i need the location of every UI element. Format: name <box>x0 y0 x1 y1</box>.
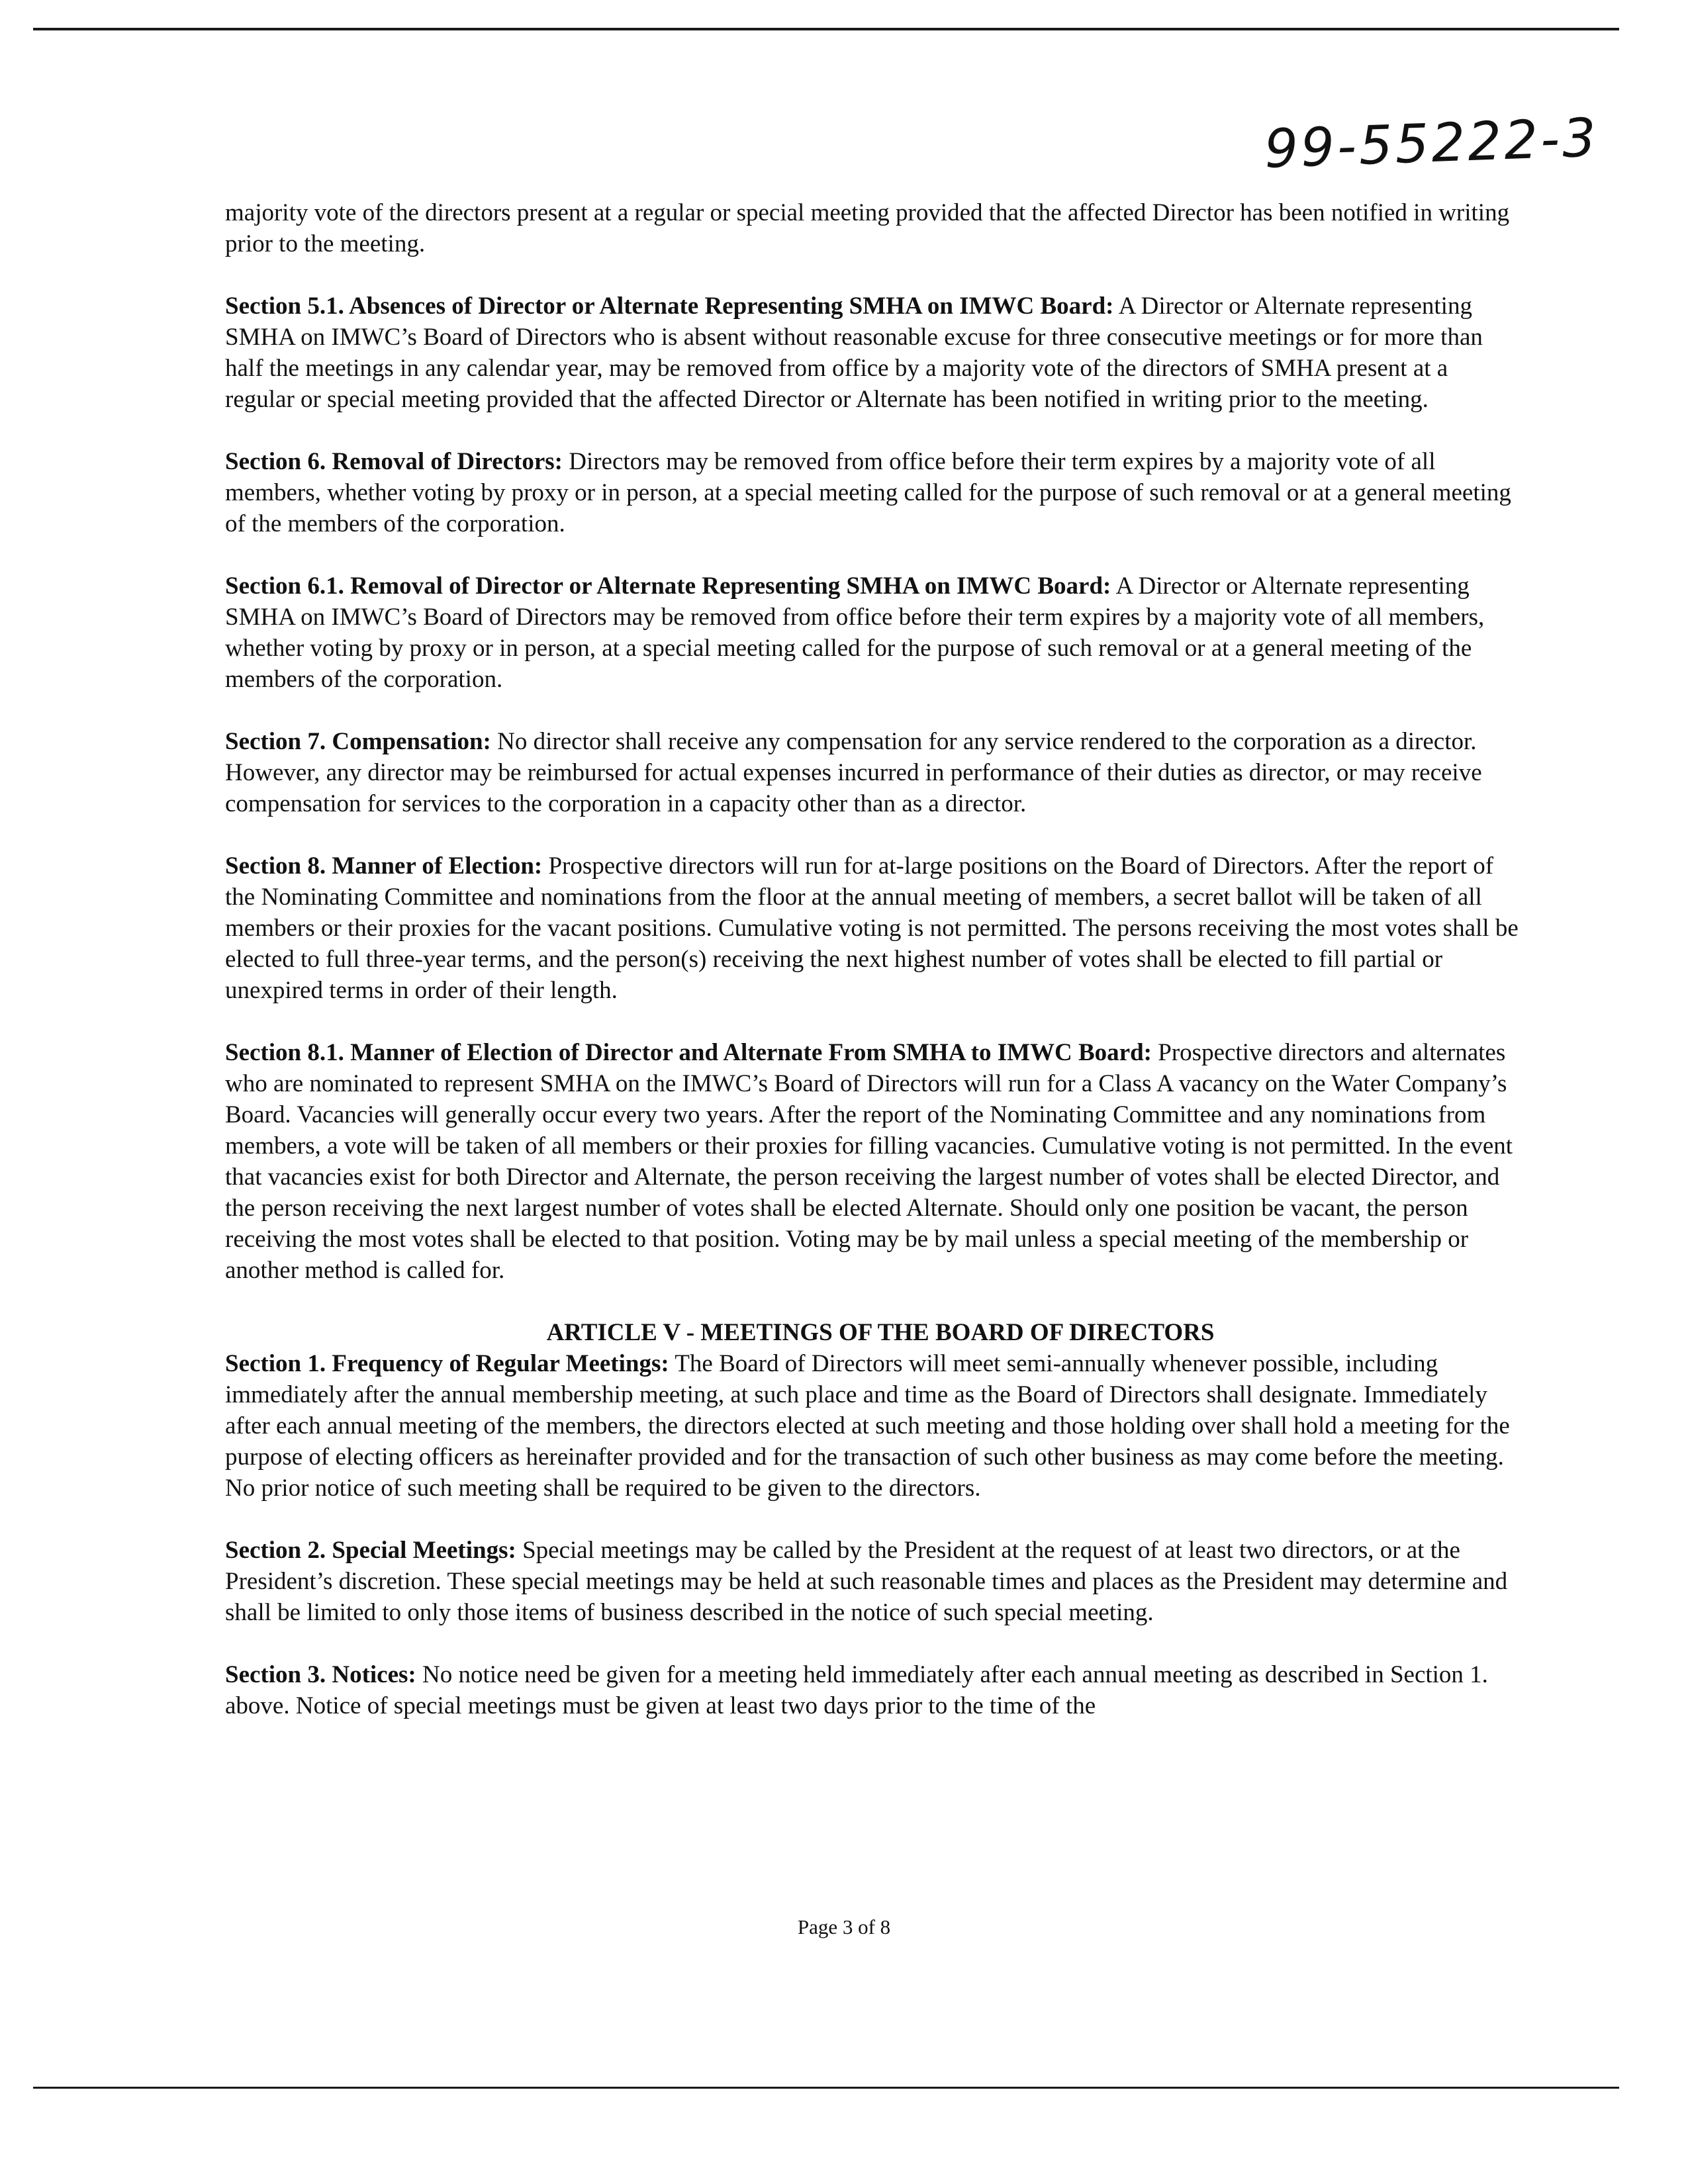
section-paragraph <box>225 1348 1523 1504</box>
section-paragraph <box>225 291 1523 415</box>
section-heading: Section 3. Notices: <box>225 1661 416 1688</box>
section-heading: Section 8. Manner of Election: <box>225 852 543 880</box>
sections-before-article <box>225 197 1523 1286</box>
sections-after-article <box>225 1348 1523 1721</box>
section-paragraph <box>225 1659 1523 1721</box>
section-paragraph <box>225 446 1523 539</box>
section-paragraph <box>225 570 1523 695</box>
section-paragraph <box>225 1535 1523 1628</box>
section-heading: Section 6. Removal of Directors: <box>225 448 563 475</box>
document-body <box>225 197 1523 1752</box>
page-number-footer: Page 3 of 8 <box>797 1915 891 1938</box>
section-text: No notice need be given for a meeting held immediately after each annual meeting as described in Section 1. above. Notice of special meetings must be given at least two days prior to the time of the <box>225 1661 1488 1719</box>
section-text: No director shall receive any compensation for any service rendered to the corporation as a director. However, any director may be reimbursed for actual expenses incurred in performance of their duties as director, or may receive compensation for services to the corporation in a capacity other than as a director. <box>225 728 1482 817</box>
section-heading: Section 7. Compensation: <box>225 728 491 755</box>
handwritten-document-number: 99-55222-3 <box>1263 107 1600 180</box>
section-paragraph <box>225 850 1523 1006</box>
section-text: Prospective directors and alternates who are nominated to represent SMHA on the IMWC’s Board of Directors will run for a Class A vacancy on the Water Company’s Board. Vacancies will generally occur every two years. After the report of the Nominating Committee and any nominations from members, a vote will be taken of all members or their proxies for filling vacancies. Cumulative voting is not permitted. In the event that vacancies exist for both Director and Alternate, the person receiving the largest number of votes shall be elected Director, and the person receiving the next largest number of votes shall be elected Alternate. Should only one position be vacant, the person receiving the most votes shall be elected to that position. Voting may be by mail unless a special meeting of the membership or another method is called for. <box>225 1039 1513 1284</box>
top-rule <box>33 28 1619 30</box>
section-heading: Section 1. Frequency of Regular Meetings: <box>225 1350 669 1377</box>
section-text: Prospective directors will run for at-large positions on the Board of Directors. After the report of the Nominating Committee and nominations from the floor at the annual meeting of members, a secret ballot will be taken of all members or their proxies for the vacant positions. Cumulative voting is not permitted. The persons receiving the most votes shall be elected to full three-year terms, and the person(s) receiving the next highest number of votes shall be elected to fill partial or unexpired terms in order of their length. <box>225 852 1519 1004</box>
section-heading: Section 6.1. Removal of Director or Alternate Representing SMHA on IMWC Board: <box>225 572 1111 600</box>
section-text: Special meetings may be called by the President at the request of at least two directors, or at the President’s discretion. These special meetings may be held at such reasonable times and places as the President may determine and shall be limited to only those items of business described in the notice of such special meeting. <box>225 1537 1508 1626</box>
section-heading: Section 8.1. Manner of Election of Director and Alternate From SMHA to IMWC Board: <box>225 1039 1152 1066</box>
section-text: Directors may be removed from office before their term expires by a majority vote of all members, whether voting by proxy or in person, at a special meeting called for the purpose of such removal or at a general meeting of the members of the corporation. <box>225 448 1511 537</box>
section-text: majority vote of the directors present at a regular or special meeting provided that the affected Director has been notified in writing prior to the meeting. <box>225 199 1510 257</box>
section-heading: Section 2. Special Meetings: <box>225 1537 516 1564</box>
section-paragraph <box>225 726 1523 819</box>
bottom-rule <box>33 2087 1619 2089</box>
section-text: The Board of Directors will meet semi-annually whenever possible, including immediately after the annual membership meeting, at such place and time as the Board of Directors shall designate. Immediately after each annual meeting of the members, the directors elected at such meeting and those holding over shall hold a meeting for the purpose of electing officers as hereinafter provided and for the transaction of such other business as may come before the meeting. No prior notice of such meeting shall be required to be given to the directors. <box>225 1350 1510 1502</box>
section-heading: Section 5.1. Absences of Director or Alternate Representing SMHA on IMWC Board: <box>225 293 1114 320</box>
section-paragraph <box>225 197 1523 259</box>
section-text: A Director or Alternate representing SMHA on IMWC’s Board of Directors who is absent without reasonable excuse for three consecutive meetings or for more than half the meetings in any calendar year, may be removed from office by a majority vote of the directors of SMHA present at a regular or special meeting provided that the affected Director or Alternate has been notified in writing prior to the meeting. <box>225 293 1483 413</box>
section-text: A Director or Alternate representing SMHA on IMWC’s Board of Directors may be removed from office before their term expires by a majority vote of all members, whether voting by proxy or in person, at a special meeting called for the purpose of such removal or at a general meeting of the members of the corporation. <box>225 572 1485 693</box>
section-paragraph <box>225 1037 1523 1286</box>
article-heading: ARTICLE V - MEETINGS OF THE BOARD OF DIRECTORS <box>546 1319 1215 1346</box>
